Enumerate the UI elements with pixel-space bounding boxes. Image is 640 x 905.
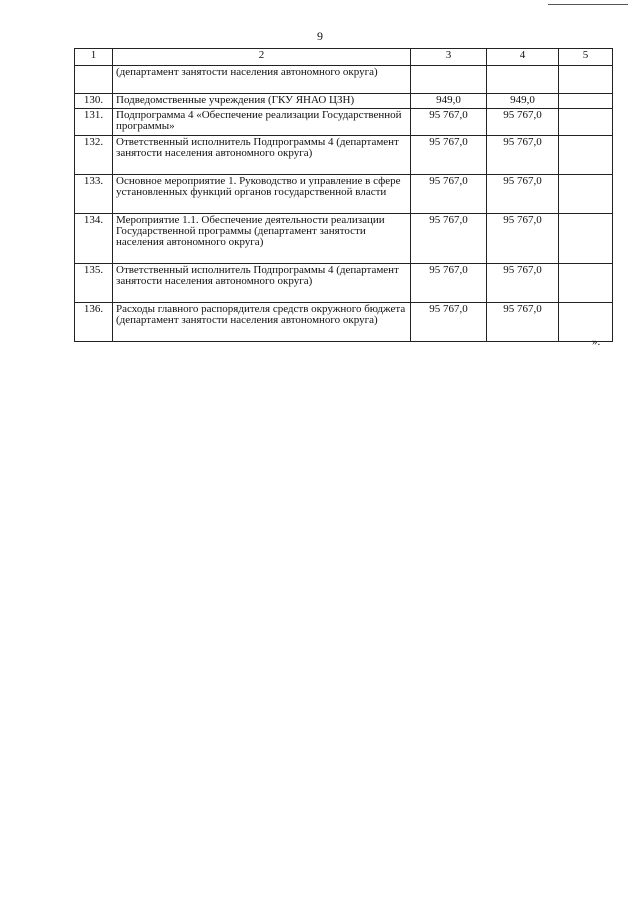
row-value-col3: 949,0 [411, 94, 487, 109]
budget-table [74, 48, 613, 342]
table-header-row [75, 49, 613, 66]
row-number: 132. [75, 136, 113, 175]
row-name: Ответственный исполнитель Подпрограммы 4 (департамент занятости населения автономного округа) [113, 264, 411, 303]
table-row [75, 66, 613, 94]
row-name: Расходы главного распорядителя средств окружного бюджета (департамент занятости населения автономного округа) [113, 303, 411, 342]
column-header: 4 [487, 49, 559, 66]
row-value-col4 [487, 66, 559, 94]
table-row [75, 94, 613, 109]
row-value-col4: 95 767,0 [487, 303, 559, 342]
row-value-col5 [559, 136, 613, 175]
row-number: 133. [75, 175, 113, 214]
closing-quote-mark: ». [592, 336, 601, 348]
row-value-col4: 95 767,0 [487, 175, 559, 214]
column-header: 1 [75, 49, 113, 66]
table-row [75, 109, 613, 136]
row-name: Ответственный исполнитель Подпрограммы 4 (департамент занятости населения автономного округа) [113, 136, 411, 175]
row-value-col4: 949,0 [487, 94, 559, 109]
corner-rule [548, 4, 628, 5]
table-row [75, 175, 613, 214]
row-value-col4: 95 767,0 [487, 214, 559, 264]
row-value-col3: 95 767,0 [411, 214, 487, 264]
row-number: 131. [75, 109, 113, 136]
row-number: 130. [75, 94, 113, 109]
row-number: 136. [75, 303, 113, 342]
row-value-col5 [559, 94, 613, 109]
table-row [75, 136, 613, 175]
row-value-col4: 95 767,0 [487, 264, 559, 303]
row-value-col5 [559, 214, 613, 264]
row-value-col3: 95 767,0 [411, 264, 487, 303]
row-value-col3: 95 767,0 [411, 303, 487, 342]
row-value-col4: 95 767,0 [487, 109, 559, 136]
row-value-col4: 95 767,0 [487, 136, 559, 175]
row-number: 135. [75, 264, 113, 303]
table-row [75, 303, 613, 342]
row-value-col3 [411, 66, 487, 94]
column-header: 2 [113, 49, 411, 66]
column-header: 5 [559, 49, 613, 66]
row-value-col5 [559, 66, 613, 94]
row-value-col5 [559, 264, 613, 303]
row-name: Мероприятие 1.1. Обеспечение деятельности реализации Государственной программы (департамент занятости населения автономного округа) [113, 214, 411, 264]
row-value-col5 [559, 109, 613, 136]
row-value-col3: 95 767,0 [411, 136, 487, 175]
row-value-col5 [559, 175, 613, 214]
column-header: 3 [411, 49, 487, 66]
row-number [75, 66, 113, 94]
table-row [75, 264, 613, 303]
row-number: 134. [75, 214, 113, 264]
row-name: Основное мероприятие 1. Руководство и управление в сфере установленных функций органов государственной власти [113, 175, 411, 214]
page-number: 9 [317, 29, 323, 43]
table-row [75, 214, 613, 264]
row-name: Подпрограмма 4 «Обеспечение реализации Государственной программы» [113, 109, 411, 136]
row-value-col3: 95 767,0 [411, 175, 487, 214]
row-value-col5 [559, 303, 613, 342]
row-value-col3: 95 767,0 [411, 109, 487, 136]
row-name: Подведомственные учреждения (ГКУ ЯНАО ЦЗН) [113, 94, 411, 109]
row-name: (департамент занятости населения автономного округа) [113, 66, 411, 94]
